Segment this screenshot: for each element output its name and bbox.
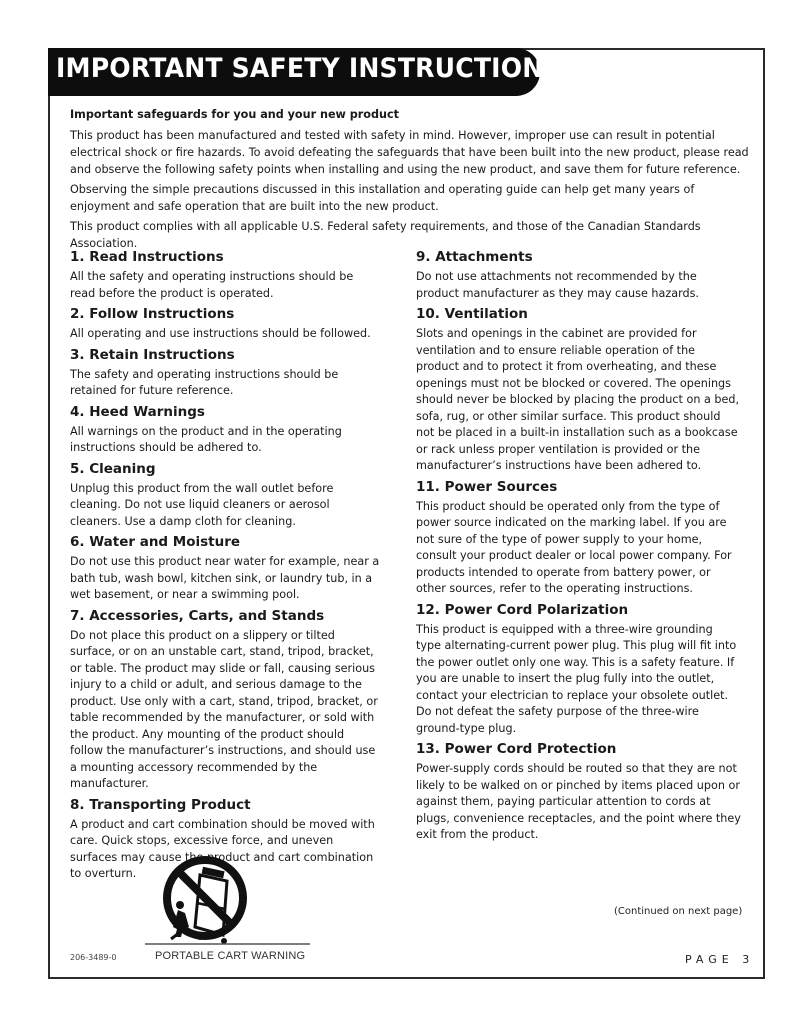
section-retain-instructions	[70, 346, 380, 400]
section-body: Do not use attachments not recommended by the product manufacturer as they may cause hazards.	[416, 270, 699, 300]
section-body: All warnings on the product and in the operating instructions should be adhered to.	[70, 424, 342, 454]
right-column	[416, 248, 741, 847]
intro-paragraph: Observing the simple precautions discussed in this installation and operating guide can help get many years of enjoyment and safe operation that are built into the new product.	[70, 183, 695, 213]
intro	[70, 106, 750, 255]
section-title: 1. Read Instructions	[70, 249, 224, 265]
section-accessories-carts-stands	[70, 607, 380, 793]
intro-paragraph: This product has been manufactured and tested with safety in mind. However, improper use can result in potential electrical shock or fire hazards. To avoid defeating the safeguards that have been built into the new product, please read and observe the following safety points when installing and using the new product, and save them for future reference.	[70, 129, 749, 176]
intro-paragraph: This product complies with all applicable U.S. Federal safety requirements, and those of the Canadian Standards Association.	[70, 220, 701, 250]
section-body: The safety and operating instructions should be retained for future reference.	[70, 367, 339, 397]
section-title: 12. Power Cord Polarization	[416, 601, 629, 618]
section-body: All the safety and operating instructions should be read before the product is operated.	[70, 270, 354, 300]
section-title: 10. Ventilation	[416, 306, 528, 322]
section-body: Do not place this product on a slippery or tilted surface, or on an unstable cart, stand, tripod, bracket, or table. The product may slide or fall, causing serious injury to a child or adult, and serious damage to the product. Use only with a cart, stand, tripod, bracket, or table recommended by the manufacturer, or sold with the product. Any mounting of the product should follow the manufacturer’s instructions, and should use a mounting accessory recommended by the manufacturer.	[70, 628, 378, 790]
section-title: 4. Heed Warnings	[70, 403, 205, 420]
section-title: 11. Power Sources	[416, 478, 558, 495]
section-title: 7. Accessories, Carts, and Stands	[70, 607, 325, 624]
section-power-cord-polarization	[416, 601, 741, 738]
section-body: Unplug this product from the wall outlet before cleaning. Do not use liquid cleaners or aerosol cleaners. Use a damp cloth for cleaning.	[70, 481, 334, 528]
section-body: Power-supply cords should be routed so that they are not likely to be walked on or pinched by items placed upon or against them, paying particular attention to cords at plugs, convenience receptacles, and the point where they exit from the product.	[416, 762, 741, 841]
continued-note: (Continued on next page)	[614, 906, 743, 917]
section-power-cord-protection	[416, 740, 741, 844]
section-body: All operating and use instructions should be followed.	[70, 327, 371, 340]
section-body: Slots and openings in the cabinet are provided for ventilation and to ensure reliable operation of the product and to protect it from overheating, and these openings must not be blocked or covered. The openings should never be blocked by placing the product on a bed, sofa, rug, or other similar surface. This product should not be placed in a built-in installation such as a bookcase or rack unless proper ventilation is provided or the manufacturer’s instructions have been adhered to.	[416, 327, 740, 472]
section-title: 6. Water and Moisture	[70, 534, 241, 550]
section-title: 3. Retain Instructions	[70, 346, 235, 363]
section-follow-instructions	[70, 305, 380, 343]
document-code: 206-3489-0	[70, 953, 117, 962]
section-water-and-moisture	[70, 533, 380, 604]
left-column	[70, 248, 380, 886]
intro-heading: Important safeguards for you and your new product	[70, 108, 399, 121]
section-read-instructions	[70, 248, 380, 302]
section-body: This product should be operated only from the type of power source indicated on the marking label. If you are not sure of the type of power supply to your home, consult your product dealer or local power company. For products intended to operate from battery power, or other sources, refer to the operating instructions.	[416, 499, 732, 595]
section-body: Do not use this product near water for example, near a bath tub, wash bowl, kitchen sink, or laundry tub, in a wet basement, or near a swimming pool.	[70, 555, 380, 601]
section-title: 13. Power Cord Protection	[416, 741, 617, 757]
section-title: 5. Cleaning	[70, 460, 156, 477]
section-body: A product and cart combination should be moved with care. Quick stops, excessive force, and uneven surfaces may cause the product and cart combination to overturn.	[70, 817, 375, 880]
section-title: 8. Transporting Product	[70, 796, 251, 813]
page-title: IMPORTANT SAFETY INSTRUCTIONS	[56, 53, 562, 84]
portable-cart-warning-icon	[145, 853, 310, 953]
section-power-sources	[416, 478, 741, 598]
section-heed-warnings	[70, 403, 380, 457]
section-title: 2. Follow Instructions	[70, 306, 235, 322]
section-cleaning	[70, 460, 380, 531]
section-attachments	[416, 248, 741, 302]
section-ventilation	[416, 305, 741, 475]
page-number: PAGE 3	[685, 953, 755, 966]
section-title: 9. Attachments	[416, 249, 533, 265]
section-body: This product is equipped with a three-wire grounding type alternating-current power plug. This plug will fit into the power outlet only one way. This is a safety feature. If you are unable to insert the plug fully into the outlet, contact your electrician to replace your obsolete outlet. Do not defeat the safety purpose of the three-wire ground-type plug.	[416, 622, 737, 735]
figure-caption: PORTABLE CART WARNING	[155, 950, 306, 962]
